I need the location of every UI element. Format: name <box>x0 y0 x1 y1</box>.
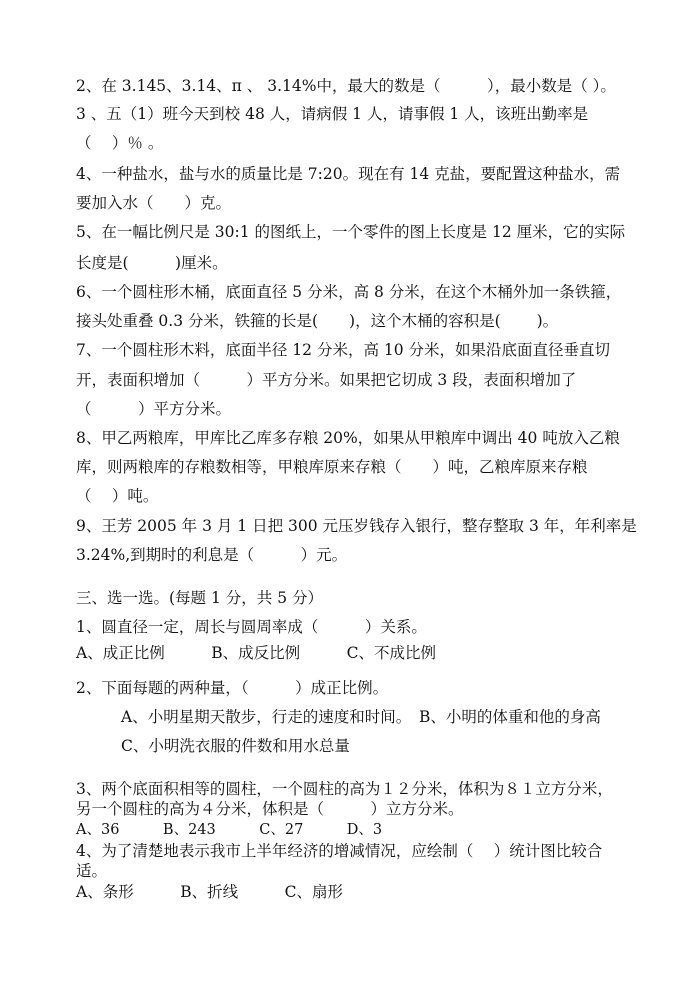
question-6-line-1: 6、一个圆柱形木桶，底面直径 5 分米，高 8 分米，在这个木桶外加一条铁箍， <box>76 283 622 301</box>
question-9-line-2: 3.24%,到期时的利息是（ ）元。 <box>76 546 348 564</box>
choice-question-4-options: A、条形 B、折线 C、扇形 <box>76 883 343 901</box>
question-5-line-1: 5、在一幅比例尺是 30:1 的图纸上，一个零件的图上长度是 12 厘米，它的实际 <box>76 223 626 241</box>
choice-question-4-line-2: 适。 <box>76 862 108 880</box>
choice-question-3-options: A、36 B、243 C、27 D、3 <box>76 822 383 838</box>
question-3-line-1: 3 、五（1）班今天到校 48 人，请病假 1 人，请事假 1 人，该班出勤率是 <box>76 105 589 123</box>
choice-question-3-line-1: 3、两个底面积相等的圆柱，一个圆柱的高为１２分米，体积为８１立方分米， <box>76 780 613 798</box>
question-9-line-1: 9、王芳 2005 年 3 月 1 日把 300 元压岁钱存入银行，整存整取 3 年，年利率是 <box>76 517 637 535</box>
choice-question-2: 2、下面每题的两种量，（ ）成正比例。 <box>76 679 389 697</box>
choice-question-3-line-2: 另一个圆柱的高为４分米，体积是（ ）立方分米。 <box>76 800 464 818</box>
question-8-line-2: 库，则两粮库的存粮数相等，甲粮库原来存粮（ ）吨，乙粮库原来存粮 <box>76 458 588 476</box>
question-7-line-1: 7、一个圆柱形木料，底面半径 12 分米，高 10 分米，如果沿底面直径垂直切 <box>76 341 611 359</box>
question-8-line-1: 8、甲乙两粮库，甲库比乙库多存粮 20%，如果从甲粮库中调出 40 吨放入乙粮 <box>76 429 620 447</box>
question-6-line-2: 接头处重叠 0.3 分米，铁箍的长是( )，这个木桶的容积是( )。 <box>76 312 559 330</box>
question-7-line-3: （ ）平方分米。 <box>76 400 232 418</box>
section-choice-heading: 三、选一选。(每题 1 分，共 5 分） <box>76 589 323 607</box>
question-7-line-2: 开，表面积增加（ ）平方分米。如果把它切成 3 段，表面积增加了 <box>76 371 577 389</box>
question-8-line-3: （ ）吨。 <box>76 487 159 505</box>
question-5-line-2: 长度是( )厘米。 <box>76 254 228 272</box>
choice-question-1-options: A、成正比例 B、成反比例 C、不成比例 <box>76 644 436 662</box>
question-3-line-2: （ ）％ 。 <box>76 134 164 152</box>
choice-question-4-line-1: 4、为了清楚地表示我市上半年经济的增减情况，应绘制（ ）统计图比较合 <box>76 842 603 860</box>
question-4-line-1: 4、一种盐水，盐与水的质量比是 7:20。现在有 14 克盐，要配置这种盐水，需 <box>76 165 621 183</box>
question-4-line-2: 要加入水（ ）克。 <box>76 194 232 212</box>
choice-question-2-option-c: C、小明洗衣服的件数和用水总量 <box>121 737 350 755</box>
choice-question-2-option-ab: A、小明星期天散步，行走的速度和时间。 B、小明的体重和他的身高 <box>121 708 601 726</box>
question-2: 2、在 3.145、3.14、π 、 3.14%中，最大的数是（ ），最小数是（ ）。 <box>76 77 616 95</box>
choice-question-1: 1、圆直径一定，周长与圆周率成（ ）关系。 <box>76 618 427 636</box>
